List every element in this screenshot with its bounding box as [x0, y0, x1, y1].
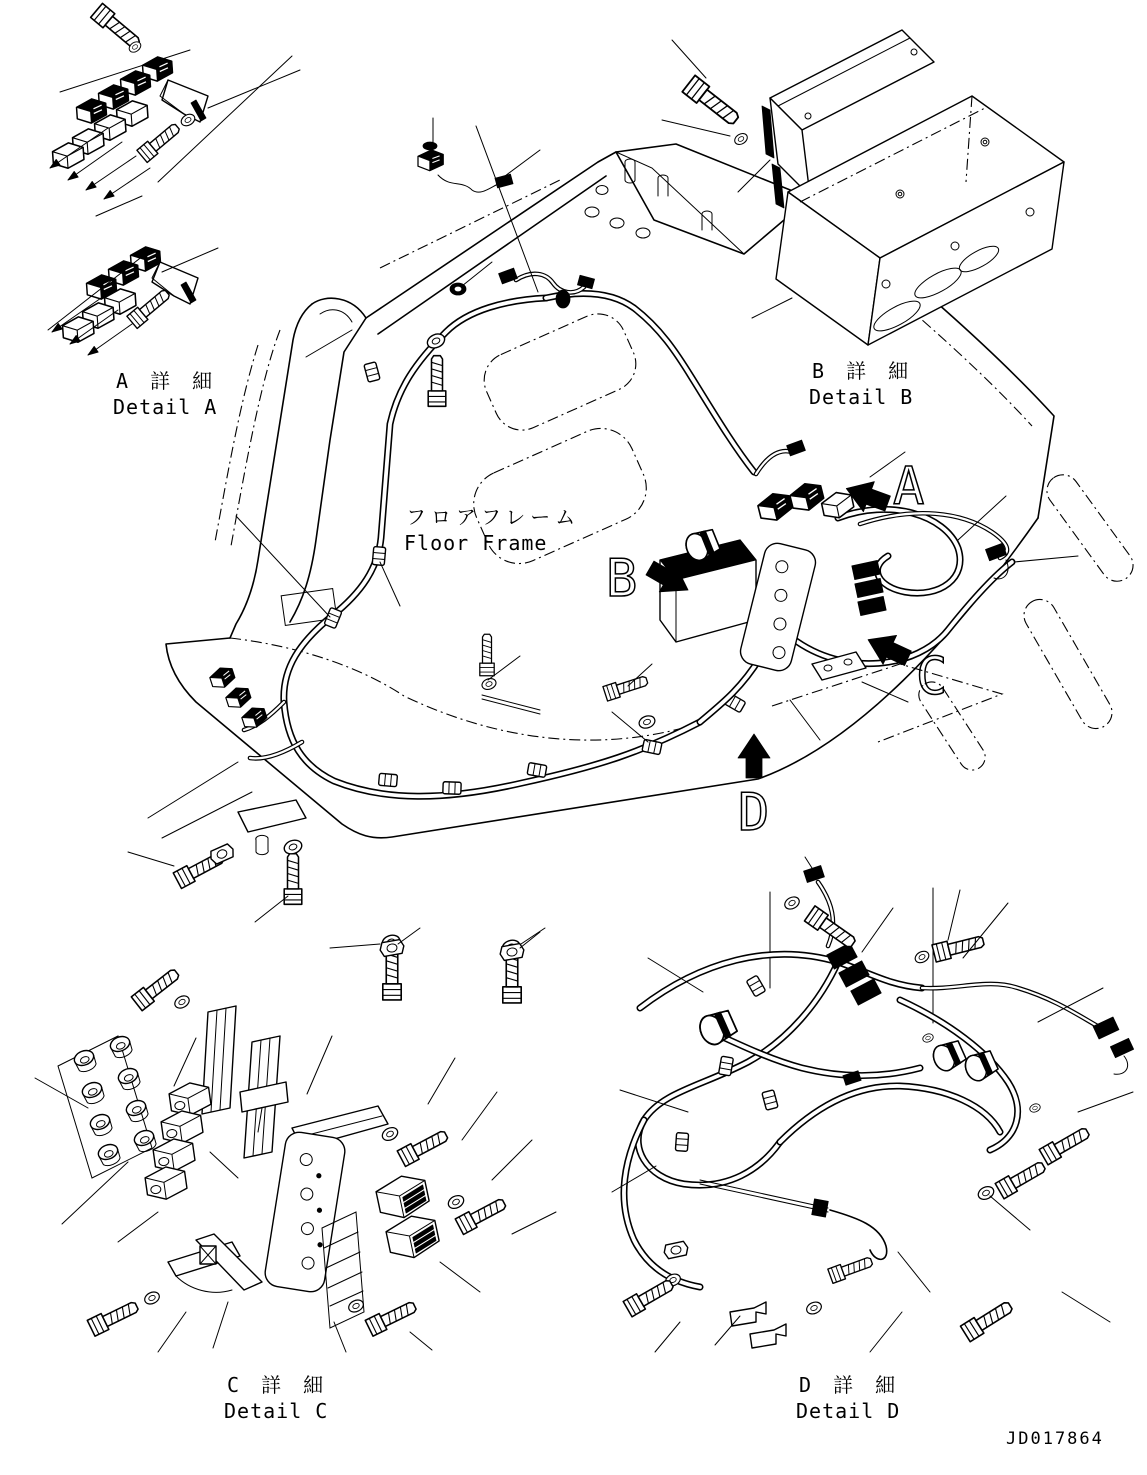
bolt-icon — [428, 356, 446, 407]
callout-letter-d: D — [738, 783, 770, 843]
callout-letter-b: B — [606, 549, 638, 609]
detail-b-group — [662, 30, 1064, 345]
connector-icon — [804, 866, 825, 883]
detail-d-group — [612, 857, 1134, 1352]
sensor-and-pigtail — [418, 142, 595, 308]
detail-c-label-en: Detail C — [224, 1399, 329, 1423]
strap-rails — [202, 1006, 288, 1158]
detail-c-label-jp: C 詳 細 — [227, 1373, 329, 1397]
detail-b-label-jp: B 詳 細 — [812, 359, 914, 383]
detail-a-group — [48, 3, 300, 358]
clamp-straps — [168, 1234, 262, 1292]
detail-d-label-en: Detail D — [796, 1399, 901, 1423]
relay-column — [144, 1080, 212, 1201]
arrow-d-icon — [738, 734, 770, 778]
detail-d-label-jp: D 詳 細 — [799, 1373, 901, 1397]
fork-terminals — [730, 1302, 786, 1348]
relay-plate — [263, 1130, 347, 1293]
floor-frame-label-en: Floor Frame — [404, 531, 548, 555]
relay-icon — [374, 1172, 431, 1222]
detail-c-group — [35, 928, 556, 1352]
detail-b-label-en: Detail B — [809, 385, 914, 409]
bolt-icon — [682, 75, 742, 128]
callout-letter-c: C — [916, 647, 948, 707]
drawing-number: JD017864 — [1006, 1429, 1104, 1449]
floor-frame-label-jp: フロアフレーム — [406, 505, 581, 529]
detail-a-label-en: Detail A — [113, 395, 218, 419]
main-view-fasteners — [173, 331, 656, 1003]
detail-d-leaders — [612, 857, 1133, 1352]
detail-a-label-jp: A 詳 細 — [116, 369, 218, 393]
callout-letter-a: A — [893, 457, 925, 517]
cap-nut-cluster — [58, 1034, 158, 1178]
console-box — [776, 96, 1064, 345]
